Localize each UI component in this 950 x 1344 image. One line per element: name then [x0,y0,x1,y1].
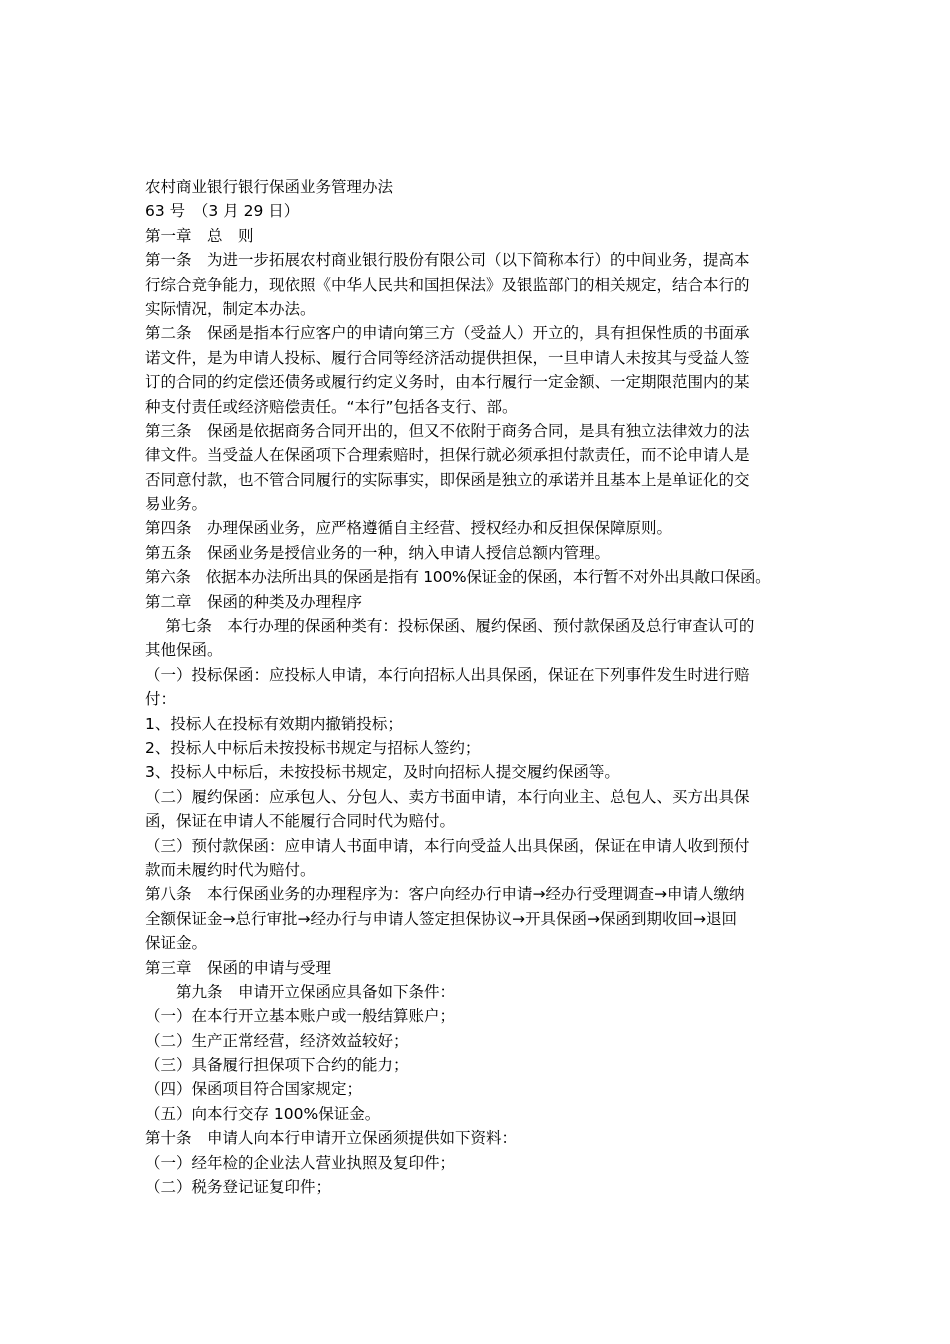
text-line: （二）履约保函：应承包人、分包人、卖方书面申请，本行向业主、总包人、买方出具保 [145,787,750,806]
list-item: （二）税务登记证复印件； [145,1178,332,1197]
text-line: 实际情况，制定本办法。 [145,299,316,318]
document-body [145,175,815,1199]
list-item: （五）向本行交存 100%保证金。 [145,1104,381,1123]
list-item: （一）在本行开立基本账户或一般结算账户； [145,1007,456,1026]
text-line: 付： [145,690,177,709]
list-item: 1、投标人在投标有效期内撤销投标； [145,714,403,733]
text-line: 保证金。 [145,934,208,953]
text-line: 诺文件，是为申请人投标、履行合同等经济活动提供担保，一旦申请人未按其与受益人签 [145,348,750,367]
text-line: 第九条 申请开立保函应具备如下条件： [145,982,456,1001]
text-line: 第三条 保函是依据商务合同开出的，但又不依附于商务合同，是具有独立法律效力的法 [145,421,750,440]
document-title: 农村商业银行银行保函业务管理办法 [145,178,394,196]
text-line: 第八条 本行保函业务的办理程序为：客户向经办行申请→经办行受理调查→申请人缴纳 [145,885,745,904]
text-line: 订的合同的约定偿还债务或履行约定义务时，由本行履行一定金额、一定期限范围内的某 [145,373,750,392]
text-line: 第十条 申请人向本行申请开立保函须提供如下资料： [145,1129,518,1148]
text-line: 第一条 为进一步拓展农村商业银行股份有限公司（以下简称本行）的中间业务，提高本 [145,251,750,270]
list-item: 2、投标人中标后未按投标书规定与招标人签约； [145,738,481,757]
text-line: 款而未履约时代为赔付。 [145,860,316,879]
document-number-date: 63 号 （3 月 29 日） [145,202,300,221]
text-line: 第七条 本行办理的保函种类有：投标保函、履约保函、预付款保函及总行审查认可的 [145,617,755,636]
text-line: 第五条 保函业务是授信业务的一种，纳入申请人授信总额内管理。 [145,543,611,562]
text-line: （三）预付款保函：应申请人书面申请，本行向受益人出具保函，保证在申请人收到预付 [145,836,750,855]
text-line: 种支付责任或经济赔偿责任。“本行”包括各支行、部。 [145,397,518,416]
text-line: 函，保证在申请人不能履行合同时代为赔付。 [145,812,456,831]
chapter-1-heading: 第一章 总 则 [145,226,254,245]
chapter-2-heading: 第二章 保函的种类及办理程序 [145,592,363,611]
text-line: 全额保证金→总行审批→经办行与申请人签定担保协议→开具保函→保函到期收回→退回 [145,909,737,928]
text-line: 第四条 办理保函业务，应严格遵循自主经营、授权经办和反担保保障原则。 [145,519,673,538]
text-line: 第二条 保函是指本行应客户的申请向第三方（受益人）开立的，具有担保性质的书面承 [145,324,750,343]
text-line: 第六条 依据本办法所出具的保函是指有 100%保证金的保函，本行暂不对外出具敞口保函。 [145,568,771,587]
text-line: 否同意付款，也不管合同履行的实际事实，即保函是独立的承诺并且基本上是单证化的交 [145,470,750,489]
list-item: （三）具备履行担保项下合约的能力； [145,1056,409,1075]
text-line: 行综合竞争能力，现依照《中华人民共和国担保法》及银监部门的相关规定，结合本行的 [145,275,750,294]
list-item: （二）生产正常经营，经济效益较好； [145,1031,409,1050]
text-line: 易业务。 [145,495,208,514]
text-line: 律文件。当受益人在保函项下合理索赔时，担保行就必须承担付款责任，而不论申请人是 [145,446,750,465]
list-item: （一）经年检的企业法人营业执照及复印件； [145,1153,456,1172]
list-item: 3、投标人中标后，未按投标书规定，及时向招标人提交履约保函等。 [145,763,620,782]
text-line: （一）投标保函：应投标人申请，本行向招标人出具保函，保证在下列事件发生时进行赔 [145,665,750,684]
list-item: （四）保函项目符合国家规定； [145,1080,363,1099]
chapter-3-heading: 第三章 保函的申请与受理 [145,958,332,977]
text-line: 其他保函。 [145,641,223,660]
